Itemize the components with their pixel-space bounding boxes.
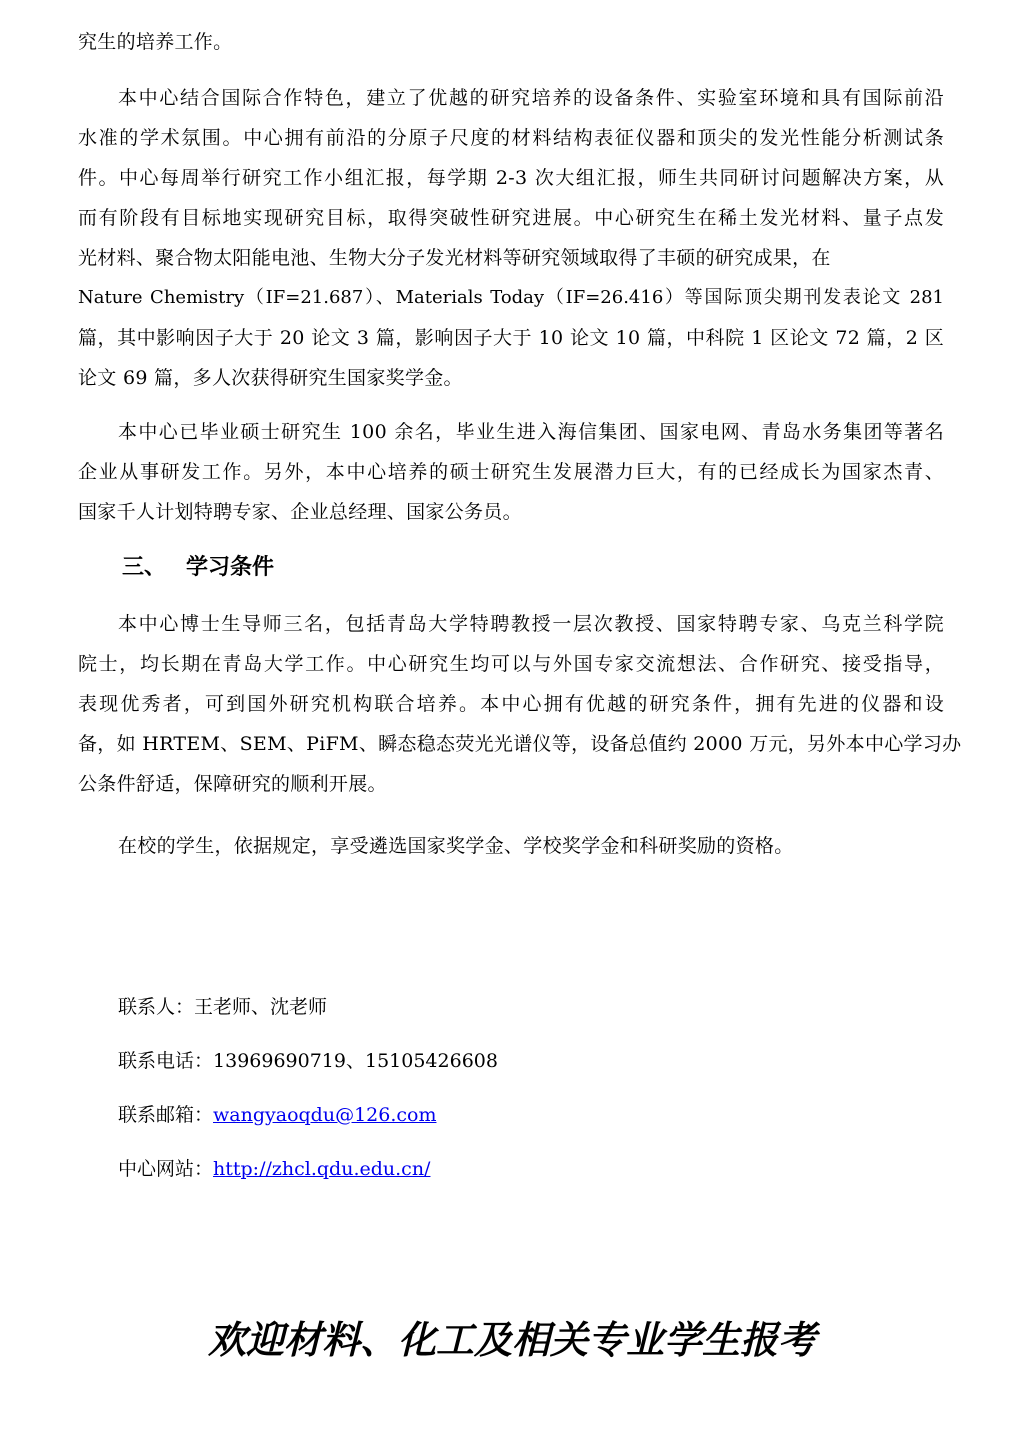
text-line: 在校的学生，依据规定，享受遴选国家奖学金、学校奖学金和科研奖励的资格。: [118, 835, 794, 857]
text-line: 水准的学术氛围。中心拥有前沿的分原子尺度的材料结构表征仪器和顶尖的发光性能分析测试条: [78, 127, 944, 149]
contact-phone-value: 13969690719、15105426608: [213, 1050, 498, 1072]
text-line: 本中心已毕业硕士研究生 100 余名，毕业生进入海信集团、国家电网、青岛水务集团等著名: [118, 421, 944, 443]
email-link[interactable]: wangyaoqdu@126.com: [213, 1104, 437, 1126]
text-line: 院士，均长期在青岛大学工作。中心研究生均可以与外国专家交流想法、合作研究、接受指导，: [78, 653, 944, 675]
contact-person-value: 王老师、沈老师: [194, 996, 328, 1018]
text-line: 件。中心每周举行研究工作小组汇报，每学期 2-3 次大组汇报，师生共同研讨问题解决方案，从: [78, 167, 944, 189]
paragraph-research-environment: [78, 78, 944, 398]
text-line: 光材料、聚合物太阳能电池、生物大分子发光材料等研究领域取得了丰硕的研究成果，在: [78, 247, 831, 269]
contact-person: [118, 992, 327, 1022]
section-number: 三、: [122, 555, 167, 580]
contact-email-label: 联系邮箱：: [118, 1104, 214, 1126]
contact-phone: [118, 1046, 498, 1076]
text-line: 本中心结合国际合作特色，建立了优越的研究培养的设备条件、实验室环境和具有国际前沿: [118, 87, 944, 109]
text-line: 公条件舒适，保障研究的顺利开展。: [78, 773, 387, 795]
paragraph-study-conditions: [78, 604, 962, 804]
paragraph-graduates: [78, 412, 944, 532]
paragraph-intro-tail: [78, 22, 944, 62]
paragraph-scholarship: [78, 826, 944, 866]
section-heading-study-conditions: [122, 548, 274, 588]
text-line: 究生的培养工作。: [78, 31, 233, 53]
contact-person-label: 联系人：: [118, 996, 195, 1018]
text-line: 本中心博士生导师三名，包括青岛大学特聘教授一层次教授、国家特聘专家、乌克兰科学院: [118, 613, 944, 635]
website-link[interactable]: http://zhcl.qdu.edu.cn/: [213, 1158, 431, 1180]
contact-website: [118, 1154, 430, 1184]
text-line: 企业从事研发工作。另外，本中心培养的硕士研究生发展潜力巨大，有的已经成长为国家杰青、: [78, 461, 944, 483]
section-title: 学习条件: [186, 555, 275, 580]
text-line: 表现优秀者，可到国外研究机构联合培养。本中心拥有优越的研究条件，拥有先进的仪器和设: [78, 693, 944, 715]
text-line: 而有阶段有目标地实现研究目标，取得突破性研究进展。中心研究生在稀土发光材料、量子点发: [78, 207, 944, 229]
text-line: 备，如 HRTEM、SEM、PiFM、瞬态稳态荧光光谱仪等，设备总值约 2000 万元，另外本中心学习办: [78, 733, 962, 755]
contact-website-label: 中心网站：: [118, 1158, 214, 1180]
text-line: Nature Chemistry（IF=21.687）、Materials Today（IF=26.416）等国际顶尖期刊发表论文 281: [78, 287, 944, 308]
welcome-banner: 欢迎材料、化工及相关专业学生报考: [207, 1318, 816, 1362]
contact-email: [118, 1100, 436, 1130]
text-line: 国家千人计划特聘专家、企业总经理、国家公务员。: [78, 501, 522, 523]
contact-phone-label: 联系电话：: [118, 1050, 214, 1072]
text-line: 篇，其中影响因子大于 20 论文 3 篇，影响因子大于 10 论文 10 篇，中科院 1 区论文 72 篇，2 区: [78, 327, 944, 349]
text-line: 论文 69 篇，多人次获得研究生国家奖学金。: [78, 367, 463, 389]
